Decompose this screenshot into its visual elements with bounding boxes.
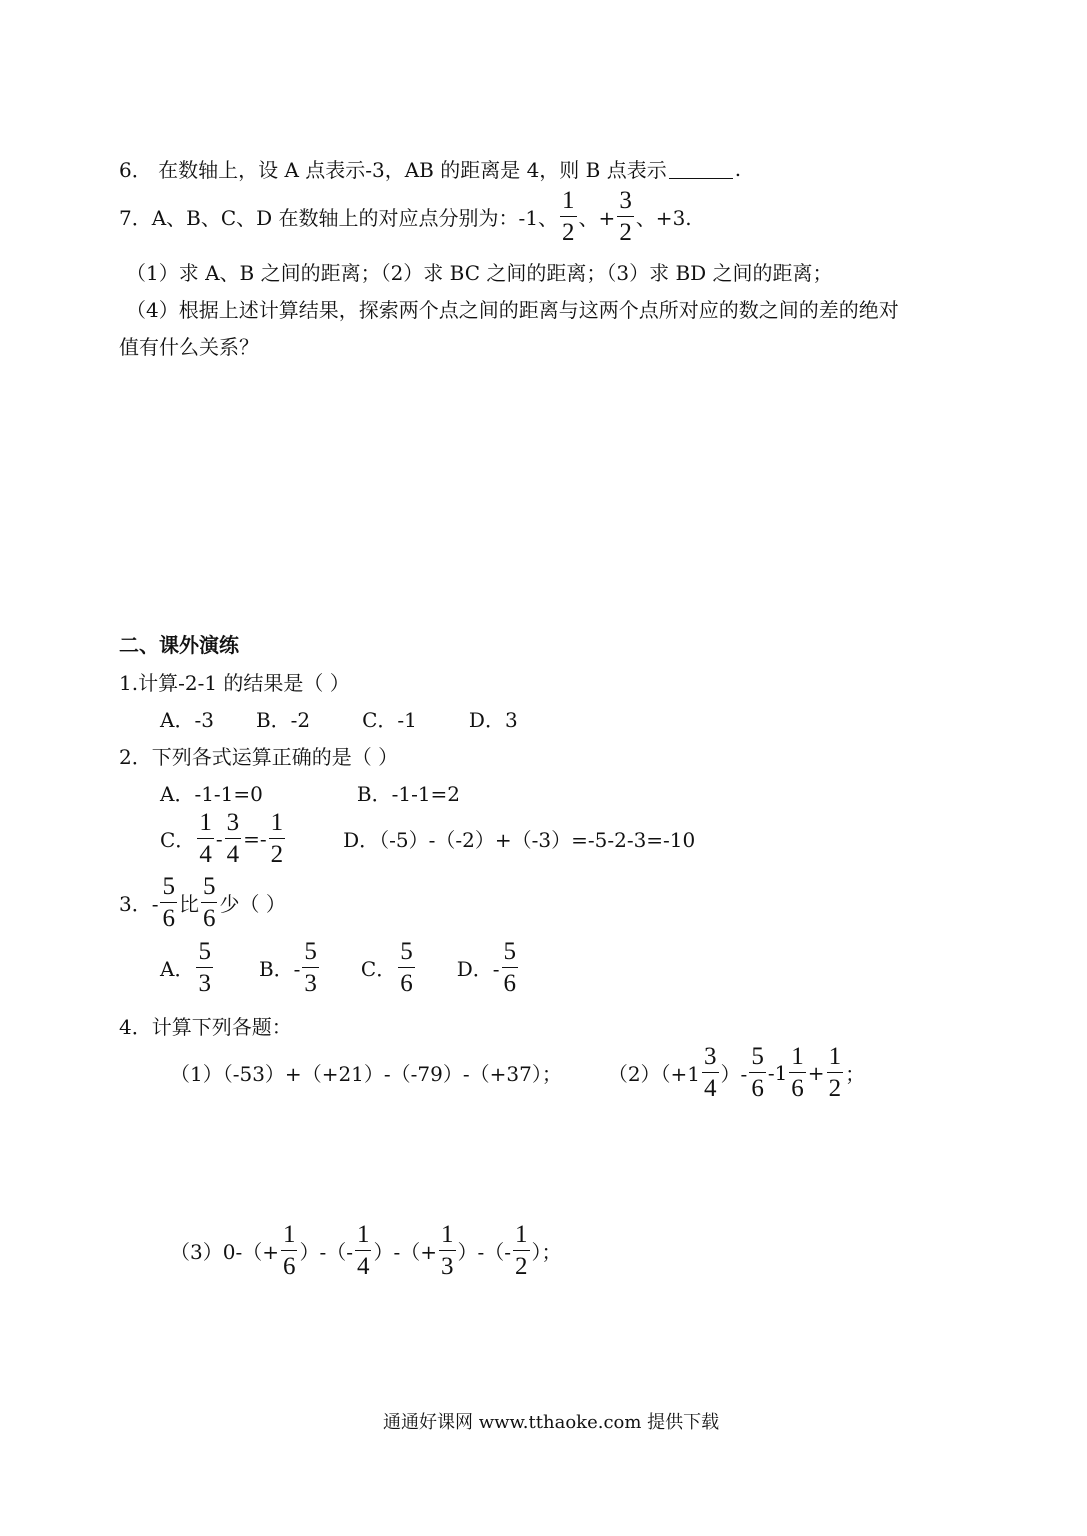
practice-1-options xyxy=(160,704,518,733)
practice-4-row-2 xyxy=(170,1222,562,1279)
numerator: 3 xyxy=(226,809,240,836)
numerator: 1 xyxy=(515,1221,528,1248)
fraction xyxy=(225,810,242,867)
denominator: 3 xyxy=(196,967,213,996)
question-6 xyxy=(119,154,741,183)
question-7-text: 7．A、B、C、D 在数轴上的对应点分别为：-1、 xyxy=(119,206,559,230)
question-7-subparts: （1）求 A、B 之间的距离；（2）求 BC 之间的距离；（3）求 BD 之间的距离； xyxy=(126,261,833,285)
numerator: 5 xyxy=(202,873,216,900)
option-c[interactable]: C．-1 xyxy=(362,708,417,732)
question-6-text: 6． 在数轴上，设 A 点表示-3，AB 的距离是 4，则 B 点表示 xyxy=(119,158,667,182)
fraction xyxy=(617,188,634,245)
practice-2-stem: 2．下列各式运算正确的是（ ） xyxy=(119,745,399,769)
sub-3-b: ）-（- xyxy=(299,1240,353,1264)
fraction xyxy=(201,874,218,931)
practice-3-options xyxy=(160,939,520,996)
numerator: 1 xyxy=(356,1221,370,1248)
fraction xyxy=(398,939,415,996)
sub-1: （1）（-53）+（+21）-（-79）-（+37）； xyxy=(170,1062,562,1086)
stem-post: 少（ ） xyxy=(219,892,286,916)
option-c[interactable]: C． xyxy=(360,957,397,981)
fraction xyxy=(513,1222,530,1279)
numerator: 3 xyxy=(704,1043,717,1070)
fraction xyxy=(702,1044,719,1101)
sub-2-c: -1 xyxy=(767,1060,788,1085)
numerator: 5 xyxy=(751,1043,764,1070)
stem-mid: 比 xyxy=(178,892,199,916)
denominator: 6 xyxy=(502,967,519,996)
denominator: 3 xyxy=(439,1250,456,1279)
question-7-text-b: 、+ xyxy=(578,206,616,230)
denominator: 2 xyxy=(617,216,634,245)
option-b[interactable]: B．- xyxy=(258,957,301,981)
denominator: 2 xyxy=(827,1072,844,1101)
fraction xyxy=(160,874,177,931)
question-7-part-4-line-2: 值有什么关系？ xyxy=(119,335,259,359)
question-7-text-c: 、+3. xyxy=(635,206,692,230)
practice-1-stem: 1.计算-2-1 的结果是（ ） xyxy=(119,671,350,695)
denominator: 2 xyxy=(560,216,577,245)
numerator: 5 xyxy=(503,938,517,965)
sub-2-a: （2）（+1 xyxy=(607,1062,701,1086)
sub-3-a: （3）0-（+ xyxy=(170,1240,279,1264)
denominator: 6 xyxy=(281,1250,298,1279)
denominator: 6 xyxy=(160,902,177,931)
section-title: 二、课外演练 xyxy=(119,633,239,657)
practice-2-options-cd xyxy=(160,810,695,867)
denominator: 6 xyxy=(789,1072,806,1101)
option-a[interactable]: A． xyxy=(160,957,195,981)
option-d[interactable]: D．- xyxy=(456,957,500,981)
denominator: 3 xyxy=(302,967,319,996)
denominator: 4 xyxy=(197,838,214,867)
denominator: 2 xyxy=(513,1250,530,1279)
denominator: 4 xyxy=(225,838,242,867)
practice-4-stem: 4．计算下列各题： xyxy=(119,1015,292,1039)
fraction xyxy=(197,810,214,867)
fraction xyxy=(502,939,519,996)
fraction xyxy=(269,810,286,867)
sub-2-e: ； xyxy=(845,1062,866,1086)
numerator: 1 xyxy=(282,1221,296,1248)
answer-blank[interactable] xyxy=(669,158,733,179)
minus-sign: - xyxy=(215,826,223,851)
numerator: 1 xyxy=(441,1221,454,1248)
equals-sign: =- xyxy=(243,826,267,851)
stem-pre: 3．- xyxy=(119,892,159,916)
fraction xyxy=(196,939,213,996)
numerator: 5 xyxy=(400,938,413,965)
numerator: 5 xyxy=(198,938,211,965)
question-6-end: . xyxy=(734,156,742,181)
option-a[interactable]: A．-1-1=0 xyxy=(160,782,263,806)
fraction xyxy=(827,1044,844,1101)
numerator: 5 xyxy=(304,938,317,965)
sub-3-e: ）； xyxy=(531,1240,562,1264)
fraction xyxy=(355,1222,372,1279)
numerator: 1 xyxy=(791,1043,804,1070)
sub-2-b: ）- xyxy=(720,1062,748,1086)
denominator: 4 xyxy=(355,1250,372,1279)
option-b[interactable]: B．-2 xyxy=(255,708,311,732)
numerator: 1 xyxy=(270,809,284,836)
fraction xyxy=(439,1222,456,1279)
question-7-part-4-line-1: （4）根据上述计算结果，探索两个点之间的距离与这两个点所对应的数之间的差的绝对 xyxy=(126,298,899,322)
sub-3-d: ）-（- xyxy=(457,1240,512,1264)
denominator: 4 xyxy=(702,1072,719,1101)
sub-2-d: + xyxy=(807,1060,825,1085)
footer-text: 通通好课网 www.tthaoke.com 提供下载 xyxy=(383,1412,720,1433)
practice-4-row-1 xyxy=(170,1044,865,1101)
denominator: 6 xyxy=(201,902,218,931)
denominator: 6 xyxy=(749,1072,766,1101)
denominator: 6 xyxy=(398,967,415,996)
fraction xyxy=(560,188,577,245)
fraction xyxy=(281,1222,298,1279)
option-d[interactable]: D．3 xyxy=(468,708,518,732)
fraction xyxy=(789,1044,806,1101)
practice-2-options-ab xyxy=(160,778,460,807)
practice-3-stem xyxy=(119,874,286,931)
option-b[interactable]: B．-1-1=2 xyxy=(356,782,461,806)
sub-3-c: ）-（+ xyxy=(373,1240,437,1264)
option-c-label[interactable]: C． xyxy=(160,828,196,852)
fraction xyxy=(302,939,319,996)
numerator: 5 xyxy=(162,873,175,900)
numerator: 1 xyxy=(562,187,575,214)
numerator: 1 xyxy=(199,809,212,836)
option-d[interactable]: D．（-5）-（-2）+（-3）=-5-2-3=-10 xyxy=(343,828,696,852)
option-a[interactable]: A．-3 xyxy=(160,708,214,732)
numerator: 1 xyxy=(828,1043,842,1070)
question-7 xyxy=(119,188,692,245)
denominator: 2 xyxy=(269,838,286,867)
fraction xyxy=(749,1044,766,1101)
numerator: 3 xyxy=(619,187,632,214)
